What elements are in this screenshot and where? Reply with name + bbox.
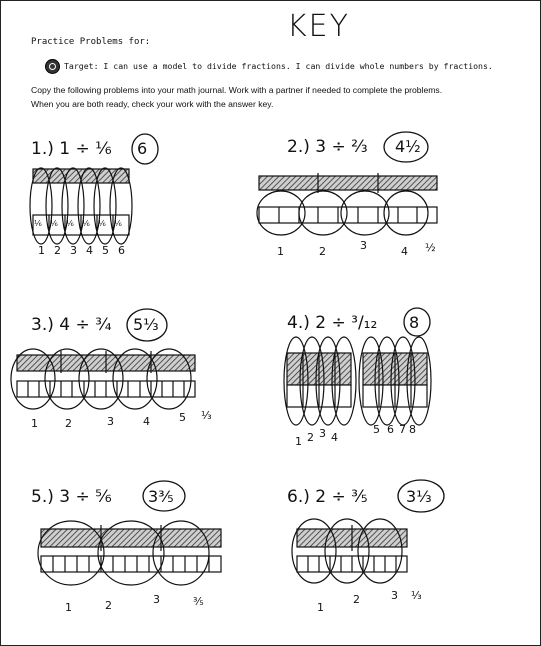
problem-1-piece-label: ⅙	[98, 219, 106, 228]
problem-3-count: 3	[107, 415, 114, 428]
problem-2-count: 4	[401, 245, 408, 258]
problem-3-count: 2	[65, 417, 72, 430]
problem-4-count: 2	[307, 431, 314, 444]
problem-5-count: ⅗	[193, 595, 204, 608]
problem-2-answer-circle	[384, 132, 428, 162]
problem-1-piece-label: ⅙	[114, 219, 122, 228]
answer-key-heading: KEY	[287, 9, 350, 44]
problem-3-model	[11, 349, 195, 409]
problem-1-model	[30, 168, 132, 244]
learning-target: Target: I can use a model to divide fractions. I can divide whole numbers by fractions.	[64, 61, 493, 71]
problem-1-answer-circle	[132, 134, 158, 164]
problem-4-count: 3	[319, 427, 326, 440]
problem-6-label: 6.) 2 ÷ ⅗	[287, 487, 368, 507]
problem-2-count: 2	[319, 245, 326, 258]
problem-1-piece-label: ⅙	[66, 219, 74, 228]
problem-4-answer-circle	[404, 308, 430, 336]
problem-5-answer-circle	[143, 481, 185, 511]
problem-3-label: 3.) 4 ÷ ¾	[31, 315, 112, 335]
problem-1-count: 6	[118, 244, 125, 257]
problem-3-count: 5	[179, 411, 186, 424]
problem-1-count: 1	[38, 244, 45, 257]
problem-1-count: 3	[70, 244, 77, 257]
problem-4-count: 7	[399, 423, 406, 436]
problem-2-count: 3	[360, 239, 367, 252]
problem-5-model	[38, 521, 221, 585]
problem-1-piece-label: ⅙	[34, 219, 42, 228]
problem-6-count: 3	[391, 589, 398, 602]
problem-2-model	[257, 173, 437, 235]
problem-4-label: 4.) 2 ÷ ³/₁₂	[287, 313, 378, 333]
problem-4-count: 1	[295, 435, 302, 448]
problem-5-count: 3	[153, 593, 160, 606]
problem-4-count: 6	[387, 423, 394, 436]
problem-2-label: 2.) 3 ÷ ⅔	[287, 137, 368, 157]
problem-3-answer-circle	[127, 309, 167, 341]
instructions-line-2: When you are both ready, check your work with the answer key.	[31, 99, 274, 109]
problem-4-count: 4	[331, 431, 338, 444]
problem-6-count: ⅓	[411, 589, 422, 602]
problem-3-count: ⅓	[201, 409, 212, 422]
problem-1-count: 5	[102, 244, 109, 257]
problem-1-label: 1.) 1 ÷ ⅙	[31, 139, 112, 159]
problem-3-count: 1	[31, 417, 38, 430]
problem-3-answer: 5⅓	[133, 315, 159, 334]
problem-6-count: 1	[317, 601, 324, 614]
instructions-line-1: Copy the following problems into your math journal. Work with a partner if needed to complete the problems.	[31, 85, 443, 95]
problem-4-model	[284, 337, 431, 425]
problem-4-answer: 8	[409, 313, 420, 332]
problem-5-label: 5.) 3 ÷ ⅚	[31, 487, 112, 507]
problem-6-answer: 3⅓	[406, 487, 432, 506]
problem-5-count: 1	[65, 601, 72, 614]
problem-6-model	[292, 519, 407, 583]
problem-2-count: ½	[425, 241, 436, 254]
problem-2-count: 1	[277, 245, 284, 258]
problem-6-count: 2	[353, 593, 360, 606]
problem-4-count: 5	[373, 423, 380, 436]
problem-3-count: 4	[143, 415, 150, 428]
problem-1-piece-label: ⅙	[82, 219, 90, 228]
problem-1-piece-label: ⅙	[50, 219, 58, 228]
worksheet-title: Practice Problems for:	[31, 37, 151, 47]
fraction-models	[1, 1, 540, 645]
problem-1-answer: 6	[137, 139, 148, 158]
problem-1-count: 4	[86, 244, 93, 257]
problem-5-answer: 3⅗	[148, 487, 174, 506]
problem-4-count: 8	[409, 423, 416, 436]
problem-1-count: 2	[54, 244, 61, 257]
problem-6-answer-circle	[398, 480, 444, 512]
problem-2-answer: 4½	[395, 137, 421, 156]
problem-5-count: 2	[105, 599, 112, 612]
